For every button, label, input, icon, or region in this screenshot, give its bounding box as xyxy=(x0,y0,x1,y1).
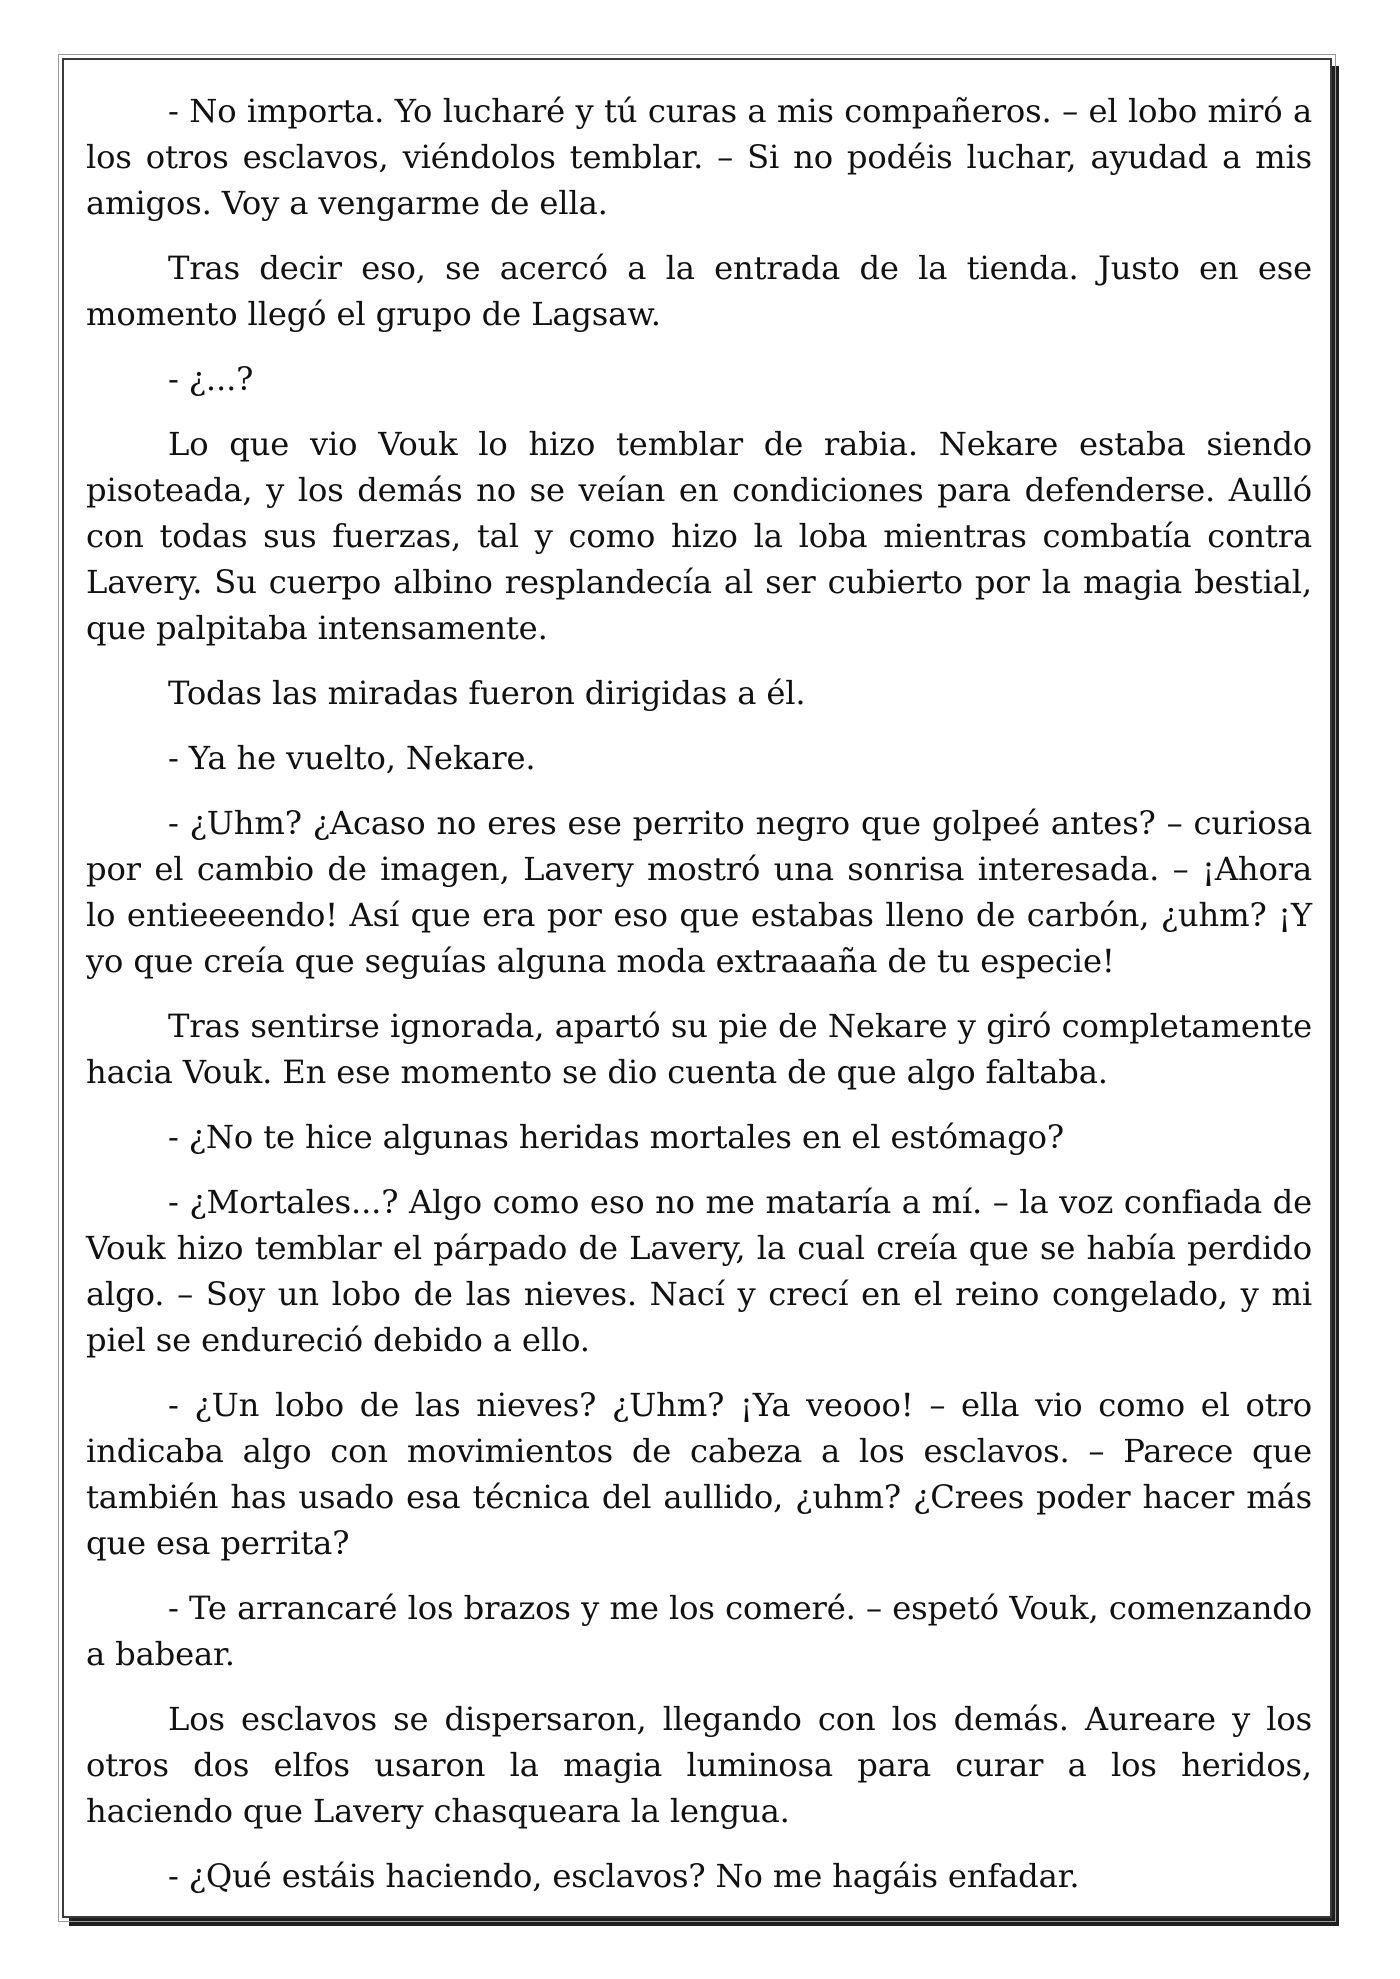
paragraph-2: Tras decir eso, se acercó a la entrada de la tienda. Justo en ese momento llegó el grupo de Lagsaw. xyxy=(86,249,1312,333)
paragraph-9: - ¿No te hice algunas heridas mortales en el estómago? xyxy=(168,1118,1064,1156)
paragraph-5: Todas las miradas fueron dirigidas a él. xyxy=(168,674,806,712)
paragraph-14: - ¿Qué estáis haciendo, esclavos? No me hagáis enfadar. xyxy=(168,1857,1080,1895)
page-frame xyxy=(62,58,1332,1918)
paragraph-1: - No importa. Yo lucharé y tú curas a mis compañeros. – el lobo miró a los otros esclavos, viéndolos temblar. – Si no podéis luchar, ayudad a mis amigos. Voy a vengarme de ella. xyxy=(86,92,1312,222)
paragraph-8: Tras sentirse ignorada, apartó su pie de Nekare y giró completamente hacia Vouk. En ese momento se dio cuenta de que algo faltaba. xyxy=(86,1007,1312,1091)
paragraph-4: Lo que vio Vouk lo hizo temblar de rabia. Nekare estaba siendo pisoteada, y los demás no se veían en condiciones para defenderse. Aulló con todas sus fuerzas, tal y como hizo la loba mientras combatía contra Lavery. Su cuerpo albino resplandecía al ser cubierto por la magia bestial, que palpitaba intensamente. xyxy=(86,425,1312,647)
paragraph-12: - Te arrancaré los brazos y me los comeré. – espetó Vouk, comenzando a babear. xyxy=(86,1589,1312,1673)
paragraph-13: Los esclavos se dispersaron, llegando con los demás. Aureare y los otros dos elfos usaron la magia luminosa para curar a los heridos, haciendo que Lavery chasqueara la lengua. xyxy=(86,1700,1312,1830)
paragraph-6: - Ya he vuelto, Nekare. xyxy=(168,739,536,777)
document-body xyxy=(86,88,1312,1918)
paragraph-7: - ¿Uhm? ¿Acaso no eres ese perrito negro que golpeé antes? – curiosa por el cambio de imagen, Lavery mostró una sonrisa interesada. – ¡Ahora lo entieeeendo! Así que era por eso que estabas lleno de carbón, ¿uhm? ¡Y yo que creía que seguías alguna moda extraaaña de tu especie! xyxy=(86,804,1312,980)
paragraph-10: - ¿Mortales...? Algo como eso no me mataría a mí. – la voz confiada de Vouk hizo temblar el párpado de Lavery, la cual creía que se había perdido algo. – Soy un lobo de las nieves. Nací y crecí en el reino congelado, y mi piel se endureció debido a ello. xyxy=(86,1183,1312,1359)
paragraph-11: - ¿Un lobo de las nieves? ¿Uhm? ¡Ya veooo! – ella vio como el otro indicaba algo con movimientos de cabeza a los esclavos. – Parece que también has usado esa técnica del aullido, ¿uhm? ¿Crees poder hacer más que esa perrita? xyxy=(86,1386,1312,1562)
paragraph-3: - ¿...? xyxy=(168,360,254,398)
